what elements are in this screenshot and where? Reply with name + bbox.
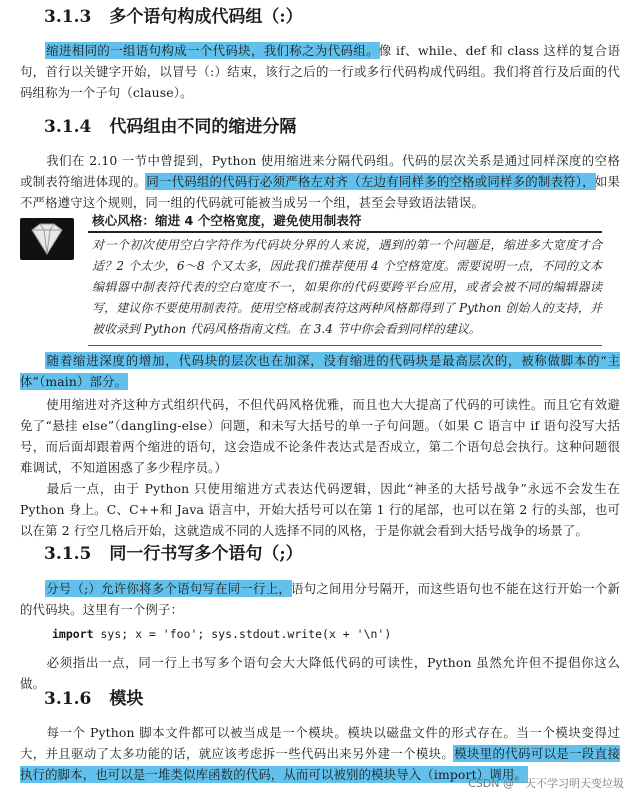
section-title: 同一行书写多个语句（;） (109, 544, 303, 564)
divider (88, 345, 602, 346)
highlighted-text: 模块里的代码可以是一段直接执行的脚本，也可以是一堆类似库函数的代码，从而可以被别的模块导入（import）调用。 (20, 746, 620, 782)
section-heading-3-1-3 (44, 6, 303, 28)
section-number: 3.1.5 (44, 544, 92, 564)
paragraph-3-1-3 (20, 40, 620, 103)
section-number: 3.1.3 (44, 7, 92, 27)
watermark: CSDN @一天不学习明天变垃圾 (468, 777, 624, 790)
paragraph-text: 语句之间用分号隔开，而这些语句也不能在这行开始一个新的代码块。这里有一个例子： (20, 581, 620, 617)
paragraph-text: 如果不严格遵守这个规则，同一组的代码就可能被当成另一个组，甚至会导致语法错误。 (20, 174, 620, 210)
code-example (52, 627, 391, 641)
paragraph-text: 使用缩进对齐这种方式组织代码，不但代码风格优雅，而且也大大提高了代码的可读性。而且它有效避免了“悬挂 else”（dangling-else）问题，和未写大括号的单一子句问题。（如果 C 语言中 if 语句没写大括号，而后面却跟着两个缩进的语句，这会造成不论条件表达式是否成立，第二个语句总会执行。这种问题很难调试，不知道困惑了多少程序员。） (20, 397, 620, 475)
paragraph-text: 每一个 Python 脚本文件都可以被当成是一个模块。模块以磁盘文件的形式存在。当一个模块变得过大，并且驱动了太多功能的话，就应该考虑拆一些代码出来另外建一个模块。 (20, 725, 620, 761)
section-title: 代码组由不同的缩进分隔 (109, 117, 297, 137)
paragraph-3-1-5-a (20, 578, 620, 620)
highlighted-text: 随着缩进深度的增加，代码块的层次也在加深，没有缩进的代码块是最高层次的，被称做脚本的“主体”（main）部分。 (20, 353, 620, 389)
paragraph-text: 必须指出一点，同一行上书写多个语句会大大降低代码的可读性，Python 虽然允许但不提倡你这么做。 (20, 655, 620, 691)
highlighted-text: 同一代码组的代码行必须严格左对齐（左边有同样多的空格或同样多的制表符）， (146, 174, 595, 189)
code-keyword: import (52, 627, 94, 641)
code-text: sys; x = 'foo'; sys.stdout.write(x + '\n') (93, 627, 392, 641)
section-number: 3.1.4 (44, 117, 92, 137)
paragraph-text: 我们在 2.10 一节中曾提到，Python 使用缩进来分隔代码组。代码的层次关系是通过同样深度的空格或制表符缩进体现的。 (20, 153, 620, 189)
diamond-icon (20, 218, 74, 260)
section-heading-3-1-6 (44, 688, 143, 710)
highlighted-text: 缩进相同的一组语句构成一个代码块，我们称之为代码组。 (46, 43, 379, 58)
section-heading-3-1-4 (44, 116, 296, 138)
paragraph-3-1-4-b (20, 350, 620, 392)
tip-title: 核心风格：缩进 4 个空格宽度，避免使用制表符 (92, 213, 362, 228)
paragraph-3-1-4-a (20, 150, 620, 213)
highlighted-text: 分号（;）允许你将多个语句写在同一行上， (46, 581, 292, 596)
paragraph-text: 像 if、while、def 和 class 这样的复合语句，首行以关键字开始，以冒号（:）结束，该行之后的一行或多行代码构成代码组。我们将首行及后面的代码组称为一个子句（clause）。 (20, 43, 620, 100)
paragraph-text: 最后一点，由于 Python 只使用缩进方式表达代码逻辑，因此“神圣的大括号战争”永远不会发生在 Python 身上。C、C++和 Java 语言中，开始大括号可以在第 1 行的尾部，也可以在第 2 行的头部，也可以在第 2 行空几格后开始，这就造成不同的人选择不同的风格，于是你就会看到大括号战争的场景了。 (20, 481, 620, 538)
divider (88, 231, 602, 233)
paragraph-3-1-4-d (20, 478, 620, 541)
paragraph-3-1-4-c (20, 394, 620, 478)
section-title: 多个语句构成代码组（:） (109, 7, 303, 27)
tip-body: 对一个初次使用空白字符作为代码块分界的人来说，遇到的第一个问题是，缩进多大宽度才合适？2 个太少，6～8 个又太多，因此我们推荐使用 4 个空格宽度。需要说明一点，不同的文本编辑器中制表符代表的空白宽度不一，如果你的代码要跨平台应用，或者会被不同的编辑器读写，建议你不要使用制表符。使用空格或制表符这两种风格都得到了 Python 创始人的支持，并被收录到 Python 代码风格指南文档。在 3.4 节中你会看到同样的建议。 (92, 238, 602, 336)
section-heading-3-1-5 (44, 543, 303, 565)
section-number: 3.1.6 (44, 689, 92, 709)
section-title: 模块 (109, 689, 144, 709)
